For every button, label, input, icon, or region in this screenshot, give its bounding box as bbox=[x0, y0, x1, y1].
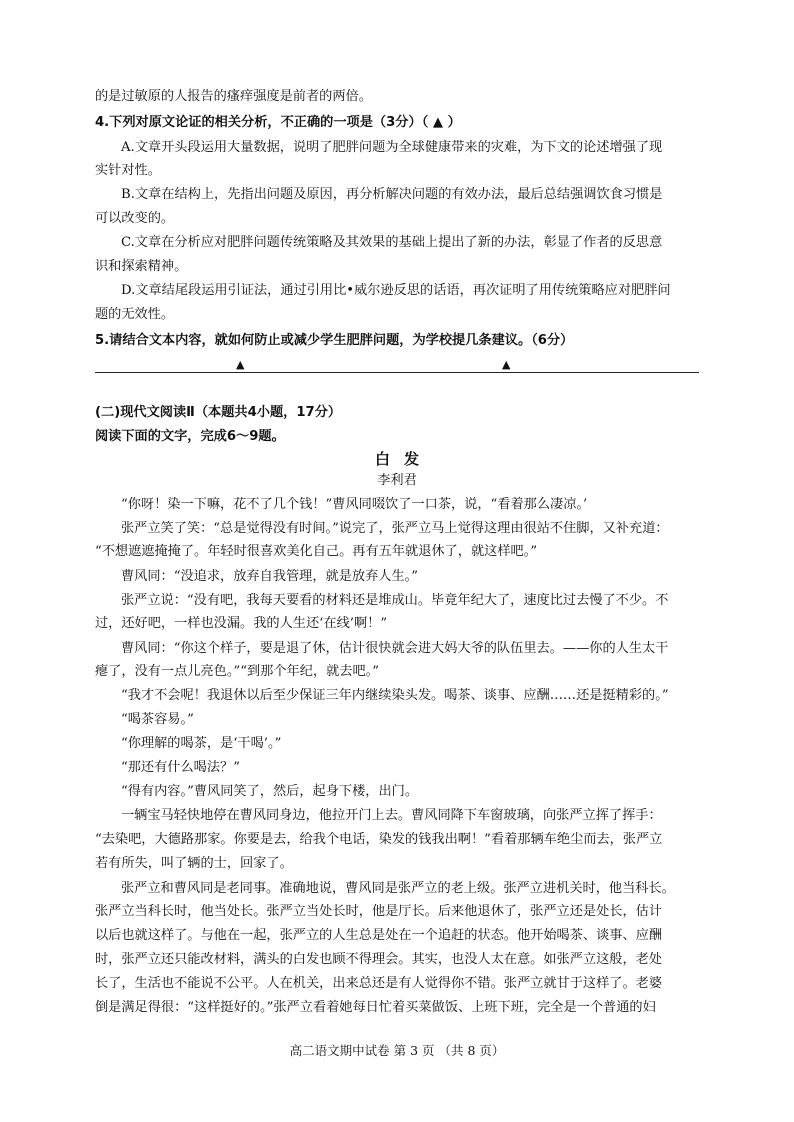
story-line: 瘪了，没有一点儿亮色。”“到那个年纪，就去吧。” bbox=[95, 664, 379, 679]
story-title: 白发 bbox=[374, 450, 433, 468]
answer-line bbox=[95, 372, 699, 373]
answer-mark-2: ▲ bbox=[502, 358, 511, 371]
story-line: “不想遮遮掩掩了。年轻时很喜欢美化自己。再有五年就退休了，就这样吧。” bbox=[95, 544, 538, 559]
story-line: 张严立和曹风同是老同事。准确地说，曹风同是张严立的老上级。张严立进机关时，他当科长。 bbox=[121, 881, 675, 896]
story-line: “得有内容。”曹风同笑了，然后，起身下楼，出门。 bbox=[121, 784, 419, 799]
answer-mark-1: ▲ bbox=[236, 358, 245, 371]
option-c-line-2: 识和探索精神。 bbox=[95, 259, 188, 274]
story-line: 张严立说：“没有吧，我每天要看的材料还是堆成山。毕竟年纪大了，速度比过去慢了不少。不 bbox=[121, 593, 669, 608]
option-c-line-1: C.文章在分析应对肥胖问题传统策略及其效果的基础上提出了新的办法，彰显了作者的反思意 bbox=[121, 235, 663, 250]
option-b-line-2: 可以改变的。 bbox=[95, 211, 175, 226]
story-line: “你理解的喝茶，是‘干喝’。” bbox=[121, 736, 282, 751]
story-line: “你呀！染一下嘛，花不了几个钱！”曹风同啜饮了一口茶，说，“看着那么凄凉。’ bbox=[121, 497, 588, 512]
story-line: “去染吧，大德路那家。你要是去，给我个电话，染发的钱我出啊！”看着那辆车绝尘而去，张严立 bbox=[95, 832, 663, 847]
story-line: “喝茶容易。” bbox=[121, 712, 194, 727]
story-line: 过，还好吧，一样也没漏。我的人生还‘在线’啊！” bbox=[95, 616, 388, 631]
option-b-line-1: B.文章在结构上，先指出问题及原因，再分析解决问题的有效办法，最后总结强调饮食习惯是 bbox=[121, 187, 663, 202]
section-heading: (二)现代文阅读Ⅱ（本题共4小题，17分） bbox=[95, 405, 342, 420]
story-line: 曹风同：“你这个样子，要是退了休，估计很快就会进大妈大爷的队伍里去。——你的人生太干 bbox=[121, 641, 669, 656]
option-d-line-2: 题的无效性。 bbox=[95, 307, 175, 322]
story-line: 时，张严立还只能改材料，满头的白发也顾不得理会。其实，也没人太在意。如张严立这般，老处 bbox=[95, 952, 663, 967]
story-line: 张严立当科长时，他当处长。张严立当处长时，他是厅长。后来他退休了，张严立还是处长，估计 bbox=[95, 904, 663, 919]
option-a-line-1: A.文章开头段运用大量数据，说明了肥胖问题为全球健康带来的灾难，为下文的论述增强了现 bbox=[121, 140, 663, 155]
story-line: 一辆宝马轻快地停在曹风同身边，他拉开门上去。曹风同降下车窗玻璃，向张严立挥了挥手： bbox=[121, 808, 662, 823]
question-4-stem: 4.下列对原文论证的相关分析，不正确的一项是（3分）（ ▲ ） bbox=[95, 115, 461, 130]
story-author: 李利君 bbox=[377, 473, 417, 488]
story-line: “我才不会呢！我退休以后至少保证三年内继续染头发。喝茶、谈事、应酬……还是挺精彩的。” bbox=[121, 688, 669, 703]
passage-tail-line: 的是过敏原的人报告的瘙痒强度是前者的两倍。 bbox=[95, 89, 372, 104]
story-line: “那还有什么喝法？” bbox=[121, 760, 240, 775]
story-line: 倒是满足得很：“这样挺好的。”张严立看着她每日忙着买菜做饭、上班下班，完全是一个普通的妇 bbox=[95, 1000, 656, 1015]
question-5-stem: 5.请结合文本内容，就如何防止或减少学生肥胖问题，为学校提几条建议。（6分） bbox=[95, 333, 574, 348]
story-line: 若有所失，叫了辆的士，回家了。 bbox=[95, 856, 293, 871]
story-line: 以后也就这样了。与他在一起，张严立的人生总是处在一个追赶的状态。他开始喝茶、谈事、应酬 bbox=[95, 928, 663, 943]
option-d-line-1: D.文章结尾段运用引证法，通过引用比•威尔逊反思的话语，再次证明了用传统策略应对肥胖问 bbox=[121, 283, 671, 298]
story-line: 长了，生活也不能说不公平。人在机关，出来总还是有人觉得你不错。张严立就甘于这样了。老婆 bbox=[95, 976, 663, 991]
story-line: 曹风同：“没追求，放弃自我管理，就是放弃人生。” bbox=[121, 569, 419, 584]
option-a-line-2: 实针对性。 bbox=[95, 163, 161, 178]
page-footer: 高二语文期中试卷 第 3 页 （共 8 页） bbox=[289, 1043, 505, 1058]
story-line: 张严立笑了笑：“总是觉得没有时间。”说完了，张严立马上觉得这理由很站不住脚，又补充道： bbox=[121, 521, 669, 536]
reading-instruction: 阅读下面的文字，完成6～9题。 bbox=[95, 429, 285, 444]
